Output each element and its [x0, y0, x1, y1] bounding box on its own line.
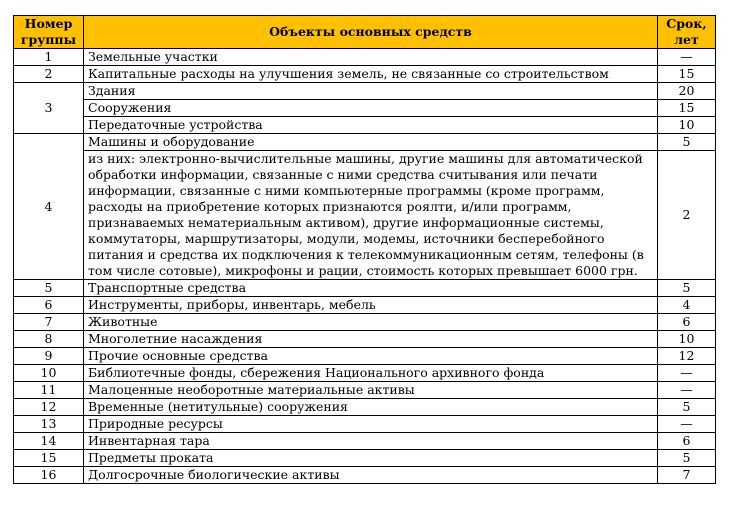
object-name: Прочие основные средства [84, 348, 658, 365]
object-name: Многолетние насаждения [84, 331, 658, 348]
object-name: Природные ресурсы [84, 416, 658, 433]
table-row [14, 365, 716, 382]
table-row [14, 450, 716, 467]
header-group-number: Номер группы [14, 16, 84, 49]
table-row [14, 382, 716, 399]
group-number: 16 [14, 467, 84, 484]
group-number: 14 [14, 433, 84, 450]
term-years: 2 [658, 151, 716, 280]
table-row [14, 416, 716, 433]
term-years: 5 [658, 450, 716, 467]
object-name: Малоценные необоротные материальные активы [84, 382, 658, 399]
fixed-assets-table [13, 15, 716, 484]
group-number: 2 [14, 66, 84, 83]
header-term: Срок, лет [658, 16, 716, 49]
group-number: 13 [14, 416, 84, 433]
object-name: Инструменты, приборы, инвентарь, мебель [84, 297, 658, 314]
table-row [14, 100, 716, 117]
table-row [14, 66, 716, 83]
object-name: Сооружения [84, 100, 658, 117]
term-years: 5 [658, 134, 716, 151]
group-number: 6 [14, 297, 84, 314]
table-row [14, 280, 716, 297]
object-name: Передаточные устройства [84, 117, 658, 134]
object-name: Инвентарная тара [84, 433, 658, 450]
table-row [14, 348, 716, 365]
table-row [14, 134, 716, 151]
table-row [14, 151, 716, 280]
term-years: — [658, 365, 716, 382]
term-years: 10 [658, 331, 716, 348]
term-years: — [658, 382, 716, 399]
term-years: — [658, 49, 716, 66]
term-years: 15 [658, 66, 716, 83]
table-row [14, 467, 716, 484]
group-number: 9 [14, 348, 84, 365]
object-name: Предметы проката [84, 450, 658, 467]
object-name: Долгосрочные биологические активы [84, 467, 658, 484]
term-years: 12 [658, 348, 716, 365]
term-years: 6 [658, 433, 716, 450]
table-row [14, 433, 716, 450]
group-number: 8 [14, 331, 84, 348]
header-objects: Объекты основных средств [84, 16, 658, 49]
object-name: Животные [84, 314, 658, 331]
group-number: 5 [14, 280, 84, 297]
group-number: 3 [14, 83, 84, 134]
object-name: Машины и оборудование [84, 134, 658, 151]
group-number: 4 [14, 134, 84, 280]
group-number: 7 [14, 314, 84, 331]
table-row [14, 117, 716, 134]
object-name: Здания [84, 83, 658, 100]
group-number: 11 [14, 382, 84, 399]
object-subitem-note: из них: электронно-вычислительные машины, другие машины для автоматической обработки информации, связанные с ними средства считывания или печати информации, связанные с ними компьютерные программы (кроме программ, расходы на приобретение которых признаются роялти, и/или программ, признаваемых нематериальным активом), другие информационные системы, коммутаторы, маршрутизаторы, модули, модемы, источники бесперебойного питания и средства их подключения к телекоммуникационным сетям, телефоны (в том числе сотовые), микрофоны и рации, стоимость которых превышает 6000 грн. [84, 151, 658, 280]
term-years: 5 [658, 280, 716, 297]
object-name: Транспортные средства [84, 280, 658, 297]
table-row [14, 314, 716, 331]
term-years: 6 [658, 314, 716, 331]
term-years: 4 [658, 297, 716, 314]
group-number: 10 [14, 365, 84, 382]
term-years: 10 [658, 117, 716, 134]
table-row [14, 399, 716, 416]
table-row [14, 83, 716, 100]
table-row [14, 331, 716, 348]
table-row [14, 49, 716, 66]
header-row [14, 16, 716, 49]
term-years: — [658, 416, 716, 433]
object-name: Временные (нетитульные) сооружения [84, 399, 658, 416]
object-name: Библиотечные фонды, сбережения Национального архивного фонда [84, 365, 658, 382]
object-name: Капитальные расходы на улучшения земель, не связанные со строительством [84, 66, 658, 83]
object-name: Земельные участки [84, 49, 658, 66]
group-number: 15 [14, 450, 84, 467]
group-number: 12 [14, 399, 84, 416]
term-years: 7 [658, 467, 716, 484]
term-years: 5 [658, 399, 716, 416]
table-row [14, 297, 716, 314]
term-years: 15 [658, 100, 716, 117]
term-years: 20 [658, 83, 716, 100]
group-number: 1 [14, 49, 84, 66]
